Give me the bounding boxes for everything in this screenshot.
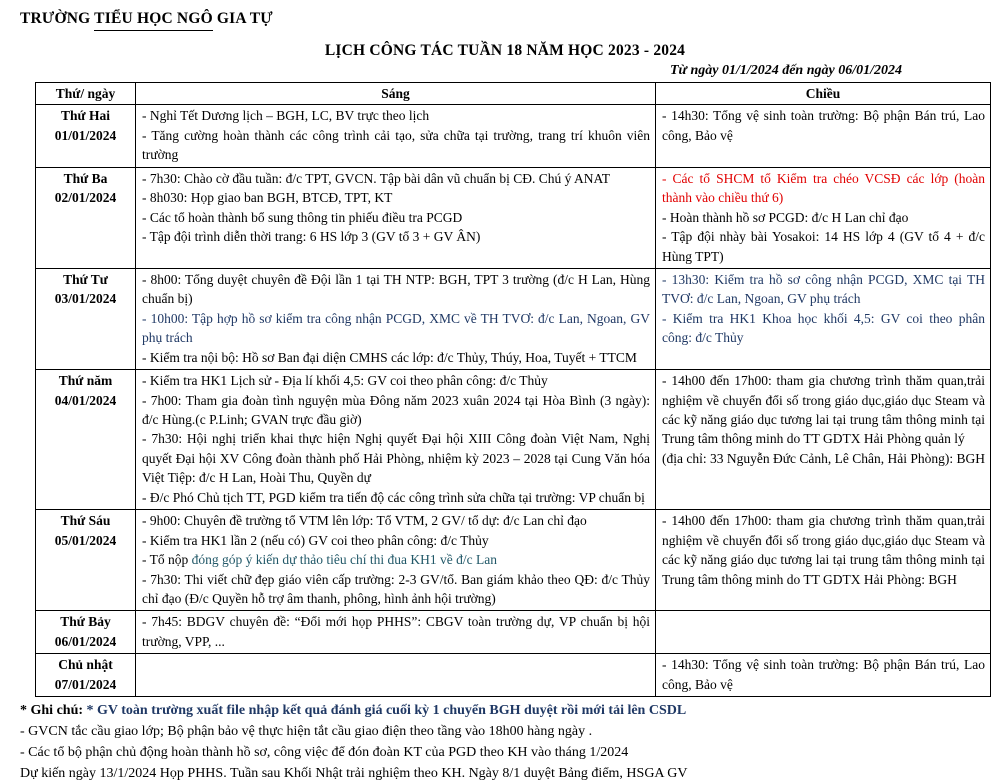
- page-title: LỊCH CÔNG TÁC TUẦN 18 NĂM HỌC 2023 - 2024: [324, 42, 686, 59]
- school-name-post: GIA TỰ: [212, 10, 273, 27]
- schedule-item-text: - Tổ nộp: [142, 552, 192, 568]
- schedule-table: [35, 82, 991, 697]
- schedule-item: [142, 391, 650, 430]
- schedule-item: [662, 106, 985, 145]
- school-name-underlined: TIỂU HỌC NGÔ: [94, 10, 213, 31]
- table-row: [36, 167, 991, 268]
- schedule-item: [662, 655, 985, 694]
- school-name-pre: TRƯỜNG: [20, 10, 95, 27]
- day-cell: [36, 105, 136, 167]
- schedule-item: [142, 348, 650, 367]
- table-row: [36, 611, 991, 654]
- schedule-item-text: - Kiểm tra nội bộ: Hồ sơ Ban đại diện CMHS các lớp: đ/c Thủy, Thúy, Hoa, Tuyết + TTCM: [142, 349, 637, 365]
- schedule-item-text: - Hoàn thành hồ sơ PCGD: đ/c H Lan chỉ đạo: [662, 209, 909, 225]
- schedule-item-text: - Đ/c Phó Chủ tịch TT, PGD kiểm tra tiến độ các công trình sửa chữa tại trường: VP chuẩn bị: [142, 489, 645, 505]
- morning-cell: [136, 167, 656, 268]
- day-name: Thứ năm: [58, 373, 113, 389]
- footer-note-1-prefix: * Ghi chú:: [20, 703, 87, 719]
- table-row: [36, 654, 991, 697]
- schedule-item-text: - 14h30: Tổng vệ sinh toàn trường: Bộ phận Bán trú, Lao công, Bảo vệ: [662, 657, 985, 692]
- afternoon-cell: [656, 611, 991, 654]
- day-cell: [36, 611, 136, 654]
- morning-cell: [136, 510, 656, 611]
- schedule-item: [142, 429, 650, 487]
- morning-cell: [136, 611, 656, 654]
- schedule-item: [662, 270, 985, 309]
- schedule-item: [142, 570, 650, 609]
- schedule-item-text: - 13h30: Kiểm tra hồ sơ công nhận PCGD, XMC tại TH TVƠ: đ/c Lan, Ngoan, GV phụ trách: [662, 271, 985, 307]
- footer-note-2: - GVCN tắc cầu giao lớp; Bộ phận bảo vệ thực hiện tắt cầu giao điện theo tầng vào 18h00 hàng ngày .: [20, 724, 593, 740]
- schedule-item: [142, 488, 650, 507]
- schedule-item-text: - 14h00 đến 17h00: tham gia chương trình thăm quan,trải nghiệm về chuyển đổi số trong giáo dục,giáo dục Steam và các kỹ năng giáo dục tương lai tại trung tâm thông minh tại Trung tâm thông minh do TT GDTX Hải Phòng: BGH: [662, 513, 985, 587]
- schedule-item-text: - Tập đội trình diễn thời trang: 6 HS lớp 3 (GV tổ 3 + GV ÂN): [142, 229, 481, 245]
- header-afternoon: Chiều: [656, 83, 991, 105]
- schedule-item: [142, 188, 650, 207]
- schedule-item: [142, 612, 650, 651]
- day-date: 07/01/2024: [54, 676, 117, 692]
- schedule-item: [142, 270, 650, 309]
- schedule-item-text: - 7h30: Thi viết chữ đẹp giáo viên cấp trường: 2-3 GV/tổ. Ban giám khảo theo QĐ: đ/c Thủy chỉ đạo (Đ/c Quyền hỗ trợ âm thanh, phông, hình ảnh hội trường): [142, 571, 650, 606]
- footer-note-1-main: * GV toàn trường xuất file nhập kết quả đánh giá cuối kỳ 1 chuyển BGH duyệt rồi mới tải lên CSDL: [86, 703, 687, 719]
- afternoon-cell: [656, 268, 991, 369]
- schedule-item: [662, 169, 985, 208]
- schedule-item-text: - Các tổ SHCM tổ Kiểm tra chéo VCSĐ các lớp (hoàn thành vào chiều thứ 6): [662, 170, 985, 206]
- day-cell: [36, 370, 136, 510]
- schedule-item-text: - Kiểm tra HK1 lần 2 (nếu có) GV coi theo phân công: đ/c Thủy: [142, 532, 489, 548]
- footer-note-4: Dự kiến ngày 13/1/2024 Họp PHHS. Tuần sau Khối Nhật trải nghiệm theo KH. Ngày 8/1 duyệt Bảng điểm, HSGA GV: [20, 766, 688, 782]
- table-row: [36, 105, 991, 167]
- header-morning: Sáng: [136, 83, 656, 105]
- day-name: Thứ Bảy: [60, 614, 111, 630]
- day-date: 03/01/2024: [54, 291, 117, 307]
- schedule-item: [142, 371, 650, 390]
- morning-cell: [136, 268, 656, 369]
- morning-cell: [136, 370, 656, 510]
- afternoon-cell: [656, 370, 991, 510]
- morning-cell: [136, 654, 656, 697]
- date-range: Từ ngày 01/1/2024 đến ngày 06/01/2024: [670, 63, 902, 78]
- header-day: Thứ/ ngày: [36, 83, 136, 105]
- school-name: [20, 10, 990, 28]
- day-name: Thứ Sáu: [60, 513, 111, 529]
- schedule-item-text: (địa chỉ: 33 Nguyễn Đức Cảnh, Lê Chân, Hải Phòng): BGH: [662, 450, 986, 466]
- schedule-item: [142, 169, 650, 188]
- schedule-item-text: - Tăng cường hoàn thành các công trình cải tạo, sửa chữa tại trường, trang trí khuôn viên trường: [142, 127, 650, 163]
- table-row: [36, 510, 991, 611]
- schedule-item-text: đóng góp ý kiến dự thảo tiêu chí thi đua KH1 về đ/c Lan: [191, 552, 498, 568]
- footer-notes: [20, 700, 990, 784]
- schedule-item-text: - 8h030: Họp giao ban BGH, BTCĐ, TPT, KT: [142, 190, 393, 206]
- table-header: [36, 83, 991, 105]
- schedule-item: [142, 227, 650, 246]
- schedule-item: [662, 309, 985, 348]
- schedule-item: [662, 511, 985, 589]
- schedule-item-text: - Kiểm tra HK1 Lịch sử - Địa lí khối 4,5: GV coi theo phân công: đ/c Thủy: [142, 373, 548, 389]
- footer-note-1: [20, 700, 990, 721]
- schedule-item: [142, 531, 650, 550]
- schedule-item: [662, 208, 985, 227]
- table-row: [36, 370, 991, 510]
- schedule-item-text: - 9h00: Chuyên đề trường tổ VTM lên lớp: Tổ VTM, 2 GV/ tổ dự: đ/c Lan chỉ đạo: [142, 513, 587, 529]
- schedule-item: [662, 227, 985, 266]
- day-cell: [36, 654, 136, 697]
- schedule-item-text: - Tập đội nhày bài Yosakoi: 14 HS lớp 4 (GV tổ 4 + đ/c Hùng TPT): [662, 229, 985, 264]
- schedule-body: [36, 105, 991, 697]
- day-name: Thứ Tư: [63, 271, 108, 287]
- schedule-item-text: - 7h30: Chào cờ đầu tuần: đ/c TPT, GVCN. Tập bài dân vũ chuẩn bị CĐ. Chú ý ANAT: [142, 170, 610, 186]
- day-date: 04/01/2024: [54, 392, 117, 408]
- schedule-item: [142, 208, 650, 227]
- morning-cell: [136, 105, 656, 167]
- schedule-item: [142, 126, 650, 165]
- schedule-item-text: - Các tổ hoàn thành bổ sung thông tin phiếu điều tra PCGD: [142, 209, 463, 225]
- afternoon-cell: [656, 654, 991, 697]
- table-row: [36, 268, 991, 369]
- schedule-item-text: - 8h00: Tổng duyệt chuyên đề Đội lần 1 tại TH NTP: BGH, TPT 3 trường (đ/c H Lan, Hùng chuẩn bị): [142, 271, 650, 307]
- schedule-item: [662, 371, 985, 449]
- schedule-item: [142, 309, 650, 348]
- header-row: [36, 83, 991, 105]
- footer-note-3: - Các tổ bộ phận chủ động hoàn thành hồ sơ, công việc để đón đoàn KT của PGD theo KH vào tháng 1/2024: [20, 745, 629, 761]
- day-date: 01/01/2024: [54, 127, 117, 143]
- day-name: Thứ Hai: [61, 108, 110, 124]
- schedule-item-text: - 7h45: BDGV chuyên đề: “Đổi mới họp PHHS”: CBGV toàn trường dự, VP chuẩn bị hội trường, VPP, ...: [142, 614, 650, 649]
- schedule-item: [142, 511, 650, 530]
- day-cell: [36, 167, 136, 268]
- afternoon-cell: [656, 510, 991, 611]
- schedule-item-text: - 7h00: Tham gia đoàn tình nguyện mùa Đông năm 2023 xuân 2024 tại Hòa Bình (3 ngày): đ/c Hùng.(c P.Linh; GVAN trực đầu giờ): [142, 392, 650, 427]
- day-cell: [36, 268, 136, 369]
- schedule-item-text: - 7h30: Hội nghị triển khai thực hiện Nghị quyết Đại hội XIII Công đoàn Việt Nam, Nghị quyết Đại hội XV Công đoàn thành phố Hải Phòng, nhiệm kỳ 2023 – 2028 tại Cung Văn hóa Việt Tiệp: đ/c H Lan, Hoài Thu, Quyền dự: [142, 431, 650, 486]
- day-name: Thứ Ba: [63, 170, 108, 186]
- schedule-item-text: - 14h00 đến 17h00: tham gia chương trình thăm quan,trải nghiệm về chuyển đổi số trong giáo dục,giáo dục Steam và các kỹ năng giáo dục tương lai tại trung tâm thông minh tại Trung tâm thông minh do TT GDTX Hải Phòng quản lý: [662, 373, 985, 447]
- schedule-item-text: - 14h30: Tổng vệ sinh toàn trường: Bộ phận Bán trú, Lao công, Bảo vệ: [662, 108, 985, 143]
- day-name: Chủ nhật: [58, 657, 113, 673]
- schedule-item: [142, 550, 650, 569]
- day-date: 05/01/2024: [54, 532, 117, 548]
- schedule-item: [662, 449, 985, 468]
- day-date: 02/01/2024: [54, 190, 117, 206]
- schedule-item-text: - Nghỉ Tết Dương lịch – BGH, LC, BV trực theo lịch: [142, 108, 430, 124]
- afternoon-cell: [656, 105, 991, 167]
- schedule-item-text: - 10h00: Tập hợp hồ sơ kiểm tra công nhận PCGD, XMC về TH TVƠ: đ/c Lan, Ngoan, GV phụ trách: [142, 310, 650, 346]
- day-cell: [36, 510, 136, 611]
- schedule-item-text: - Kiểm tra HK1 Khoa học khối 4,5: GV coi theo phân công: đ/c Thủy: [662, 310, 985, 346]
- day-date: 06/01/2024: [54, 633, 117, 649]
- schedule-item: [142, 106, 650, 125]
- afternoon-cell: [656, 167, 991, 268]
